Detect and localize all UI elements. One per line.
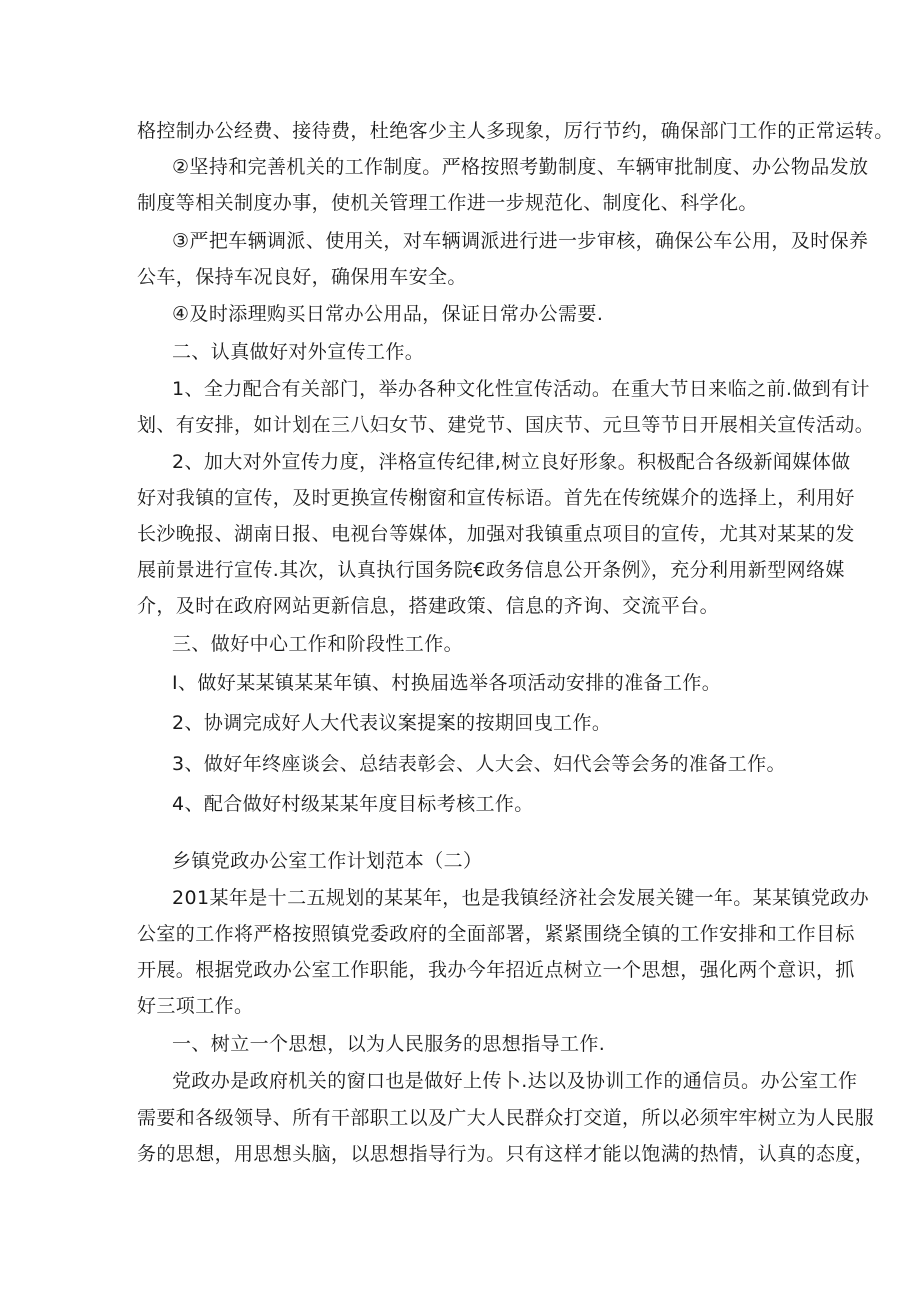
text-line: 1、全力配合有关部门，举办各种文化性宣传活动。在重大节日来临之前.做到有计 xyxy=(172,378,870,400)
text-line: 务的思想，用思想头脑，以思想指导行为。只有这样才能以饱满的热情，认真的态度， xyxy=(137,1143,875,1165)
text-line: 公室的工作将严格按照镇党委政府的全面部署，紧紧围绕全镇的工作安排和工作目标 xyxy=(137,923,855,945)
text-line: 好三项工作。 xyxy=(137,995,254,1017)
document-subtitle: 乡镇党政办公室工作计划范本（二） xyxy=(172,850,483,872)
text-line: 划、有安排，如计划在三八妇女节、建党节、国庆节、元旦等节日开展相关宣传活动。 xyxy=(137,414,875,436)
text-line: 制度等相关制度办事，使机关管理工作进一步规范化、制度化、科学化。 xyxy=(137,192,758,214)
text-line: 党政办是政府机关的窗口也是做好上传卜.达以及协训工作的通信员。办公室工作 xyxy=(172,1070,858,1092)
text-line: 需要和各级领导、所有干部职工以及广大人民群众打交道，所以必须牢牢树立为人民服 xyxy=(137,1107,875,1129)
text-line: 2、加大对外宣传力度，泮格宣传纪律,树立良好形象。积极配合各级新闻媒体做 xyxy=(172,451,851,473)
text-line: 展前景进行宣传.其次，认真执行国务院€政务信息公开条例》，充分利用新型网络媒 xyxy=(137,559,845,581)
text-line: 介，及时在政府网站更新信息，搭建政策、信息的齐询、交流平台。 xyxy=(137,595,720,617)
text-line: 3、做好年终座谈会、总结表彰会、人大会、妇代会等会务的准备工作。 xyxy=(172,753,786,775)
text-line: 长沙晚报、湖南日报、电视台等媒体，加强对我镇重点项目的宣传，尤其对某某的发 xyxy=(137,523,855,545)
text-line: ③严把车辆调派、使用关，对车辆调派进行进一步审核，确保公车公用，及时保养 xyxy=(172,230,869,252)
text-line: 开展。根据党政办公室工作职能，我办今年招近点树立一个思想，强化两个意识，抓 xyxy=(137,959,855,981)
section-heading: 三、做好中心工作和阶段性工作。 xyxy=(172,633,464,655)
text-line: 4、配合做好村级某某年度目标考核工作。 xyxy=(172,793,534,815)
text-line: 公车，保持车况良好，确保用车安全。 xyxy=(137,266,467,288)
text-line: ④及时添理购买日常办公用品，保证日常办公需要. xyxy=(172,303,604,325)
text-line: 格控制办公经费、接待费，杜绝客少主人多现象，厉行节约，确保部门工作的正常运转。 xyxy=(137,120,894,142)
text-line: 好对我镇的宣传，及时更换宣传榭窗和宣传标语。首先在传统媒介的选择上，利用好 xyxy=(137,487,855,509)
section-heading: 一、树立一个思想，以为人民服务的思想指导工作. xyxy=(172,1033,606,1055)
text-line: ②坚持和完善机关的工作制度。严格按照考勤制度、车辆审批制度、办公物品发放 xyxy=(172,156,869,178)
text-line: 2、协调完成好人大代表议案提案的按期回曳工作。 xyxy=(172,712,612,734)
text-line: 201某年是十二五规划的某某年，也是我镇经济社会发展关键一年。某某镇党政办 xyxy=(172,887,870,909)
text-line: I、做好某某镇某某年镇、村换届选举各项活动安排的准备工作。 xyxy=(172,672,722,694)
section-heading: 二、认真做好对外宣传工作。 xyxy=(172,341,425,363)
